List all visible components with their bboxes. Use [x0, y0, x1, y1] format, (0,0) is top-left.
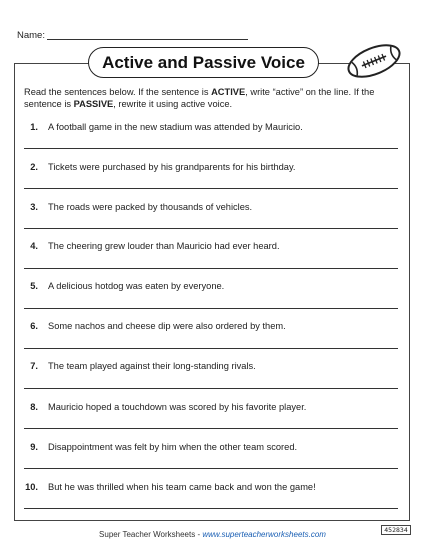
answer-line[interactable]	[24, 148, 398, 149]
question-text: Disappointment was felt by him when the other team scored.	[48, 442, 298, 452]
question-number: 4.	[30, 241, 38, 251]
answer-line[interactable]	[24, 228, 398, 229]
question-number: 7.	[30, 361, 38, 371]
name-label: Name:	[17, 30, 45, 41]
answer-line[interactable]	[24, 188, 398, 189]
question-number: 5.	[30, 281, 38, 291]
answer-line[interactable]	[24, 388, 398, 389]
question-text: A football game in the new stadium was attended by Mauricio.	[48, 122, 303, 132]
football-icon	[343, 42, 405, 80]
question-number: 9.	[30, 442, 38, 452]
question-text: The cheering grew louder than Mauricio had ever heard.	[48, 241, 280, 251]
footer-site-name: Super Teacher Worksheets	[99, 530, 196, 539]
answer-line[interactable]	[24, 508, 398, 509]
question-text: Some nachos and cheese dip were also ordered by them.	[48, 321, 286, 331]
active-keyword: ACTIVE	[211, 87, 246, 97]
worksheet-code: 452834	[381, 525, 411, 535]
question-text: A delicious hotdog was eaten by everyone.	[48, 281, 225, 291]
question-text: Tickets were purchased by his grandparents for his birthday.	[48, 162, 296, 172]
question-number: 1.	[30, 122, 38, 132]
question-number: 3.	[30, 202, 38, 212]
question-number: 8.	[30, 402, 38, 412]
answer-line[interactable]	[24, 308, 398, 309]
name-line[interactable]	[47, 39, 248, 40]
question-text: The roads were packed by thousands of vehicles.	[48, 202, 253, 212]
question-number: 10.	[25, 482, 38, 492]
question-text: But he was thrilled when his team came back and won the game!	[48, 482, 316, 492]
answer-line[interactable]	[24, 468, 398, 469]
question-number: 2.	[30, 162, 38, 172]
answer-line[interactable]	[24, 268, 398, 269]
footer: Super Teacher Worksheets - www.superteacherworksheets.com	[99, 530, 326, 539]
answer-line[interactable]	[24, 348, 398, 349]
question-number: 6.	[30, 321, 38, 331]
worksheet-title: Active and Passive Voice	[88, 47, 319, 78]
question-text: The team played against their long-standing rivals.	[48, 361, 256, 371]
passive-keyword: PASSIVE	[73, 99, 114, 109]
answer-line[interactable]	[24, 428, 398, 429]
question-text: Mauricio hoped a touchdown was scored by his favorite player.	[48, 402, 307, 412]
instructions: Read the sentences below. If the sentence is ACTIVE, write “active” on the line. If the sentence is PASSIVE, rewrite it using active voice.	[24, 87, 375, 109]
footer-url-link[interactable]: www.superteacherworksheets.com	[202, 530, 326, 539]
